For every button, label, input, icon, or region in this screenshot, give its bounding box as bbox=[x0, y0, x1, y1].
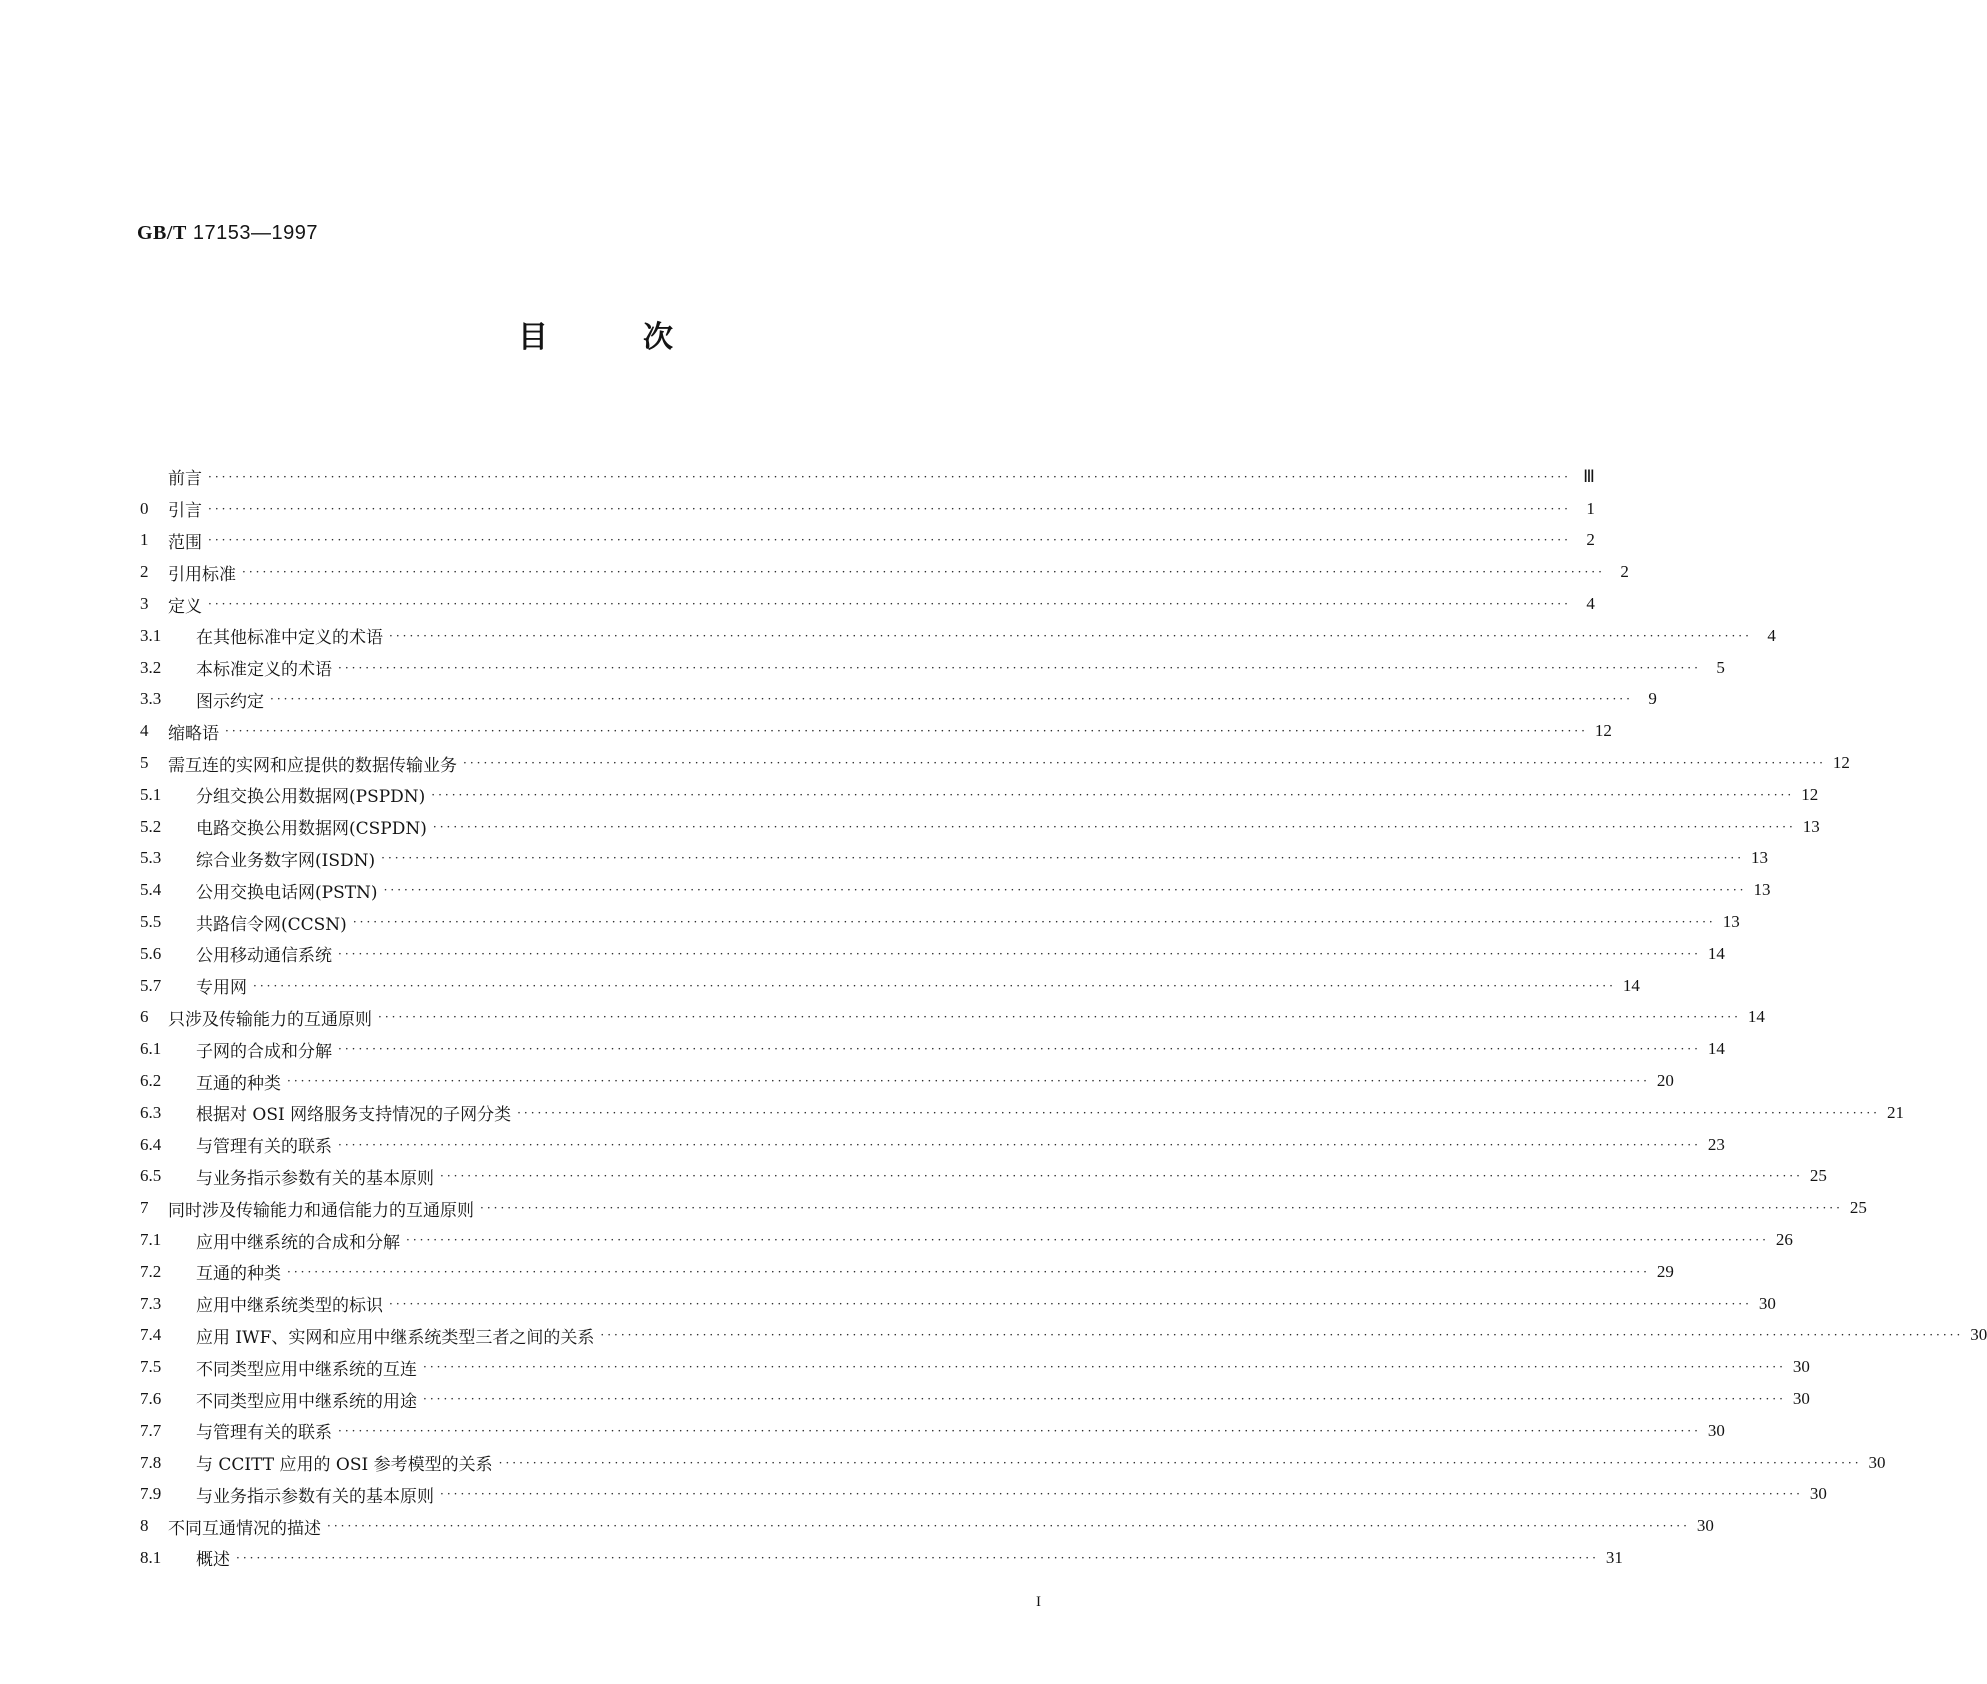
toc-entry-label: 不同类型应用中继系统的互连 bbox=[196, 1359, 417, 1380]
toc-entry-label: 子网的合成和分解 bbox=[196, 1041, 332, 1062]
toc-entry-number: 6.3 bbox=[140, 1102, 162, 1122]
toc-entry[interactable] bbox=[140, 556, 1629, 588]
page-title: 目次 bbox=[518, 320, 768, 355]
toc-entry-number: 1 bbox=[140, 530, 149, 550]
toc-dot-leader: ········································································································································································································ bbox=[253, 978, 1616, 993]
toc-entry[interactable] bbox=[140, 906, 1740, 938]
standard-code-prefix: GB/T bbox=[137, 222, 187, 244]
toc-entry-label: 应用 IWF、实网和应用中继系统类型三者之间的关系 bbox=[196, 1327, 595, 1348]
toc-entry-number: 3.1 bbox=[140, 625, 162, 645]
toc-dot-leader: ········································································································································································································ bbox=[423, 1360, 1786, 1375]
toc-entry-label: 不同互通情况的描述 bbox=[168, 1518, 321, 1539]
toc-entry-page: 30 bbox=[1792, 1389, 1810, 1408]
toc-entry-number: 7.8 bbox=[140, 1452, 162, 1472]
toc-entry-number: 7.6 bbox=[140, 1389, 162, 1408]
toc-dot-leader: ········································································································································································································ bbox=[208, 597, 1571, 612]
toc-entry[interactable] bbox=[140, 652, 1725, 684]
toc-dot-leader: ········································································································································································································ bbox=[463, 756, 1826, 771]
toc-entry-page: 30 bbox=[1758, 1293, 1776, 1313]
toc-dot-leader: ········································································································································································································ bbox=[338, 1423, 1701, 1438]
toc-entry-page: 13 bbox=[1753, 880, 1771, 900]
toc-dot-leader: ········································································································································································································ bbox=[338, 1137, 1701, 1152]
toc-entry-label: 共路信令网(CCSN) bbox=[196, 914, 347, 935]
toc-entry-label: 前言 bbox=[168, 469, 202, 490]
toc-entry-number: 5.5 bbox=[140, 912, 162, 932]
toc-entry[interactable] bbox=[140, 874, 1771, 906]
toc-entry-page: 9 bbox=[1648, 689, 1657, 709]
toc-entry[interactable] bbox=[140, 1383, 1810, 1415]
toc-entry-page: 14 bbox=[1707, 1039, 1725, 1059]
toc-entry[interactable] bbox=[140, 715, 1612, 747]
toc-entry-number: 3.3 bbox=[140, 689, 162, 709]
toc-entry-label: 应用中继系统类型的标识 bbox=[196, 1296, 383, 1317]
toc-entry-number: 8.1 bbox=[140, 1547, 162, 1567]
toc-entry-page: 12 bbox=[1832, 753, 1850, 773]
toc-entry-number: 5.2 bbox=[140, 816, 162, 836]
toc-entry-page: 13 bbox=[1751, 848, 1769, 868]
toc-entry[interactable] bbox=[140, 525, 1595, 557]
toc-entry-number: 2 bbox=[140, 562, 149, 582]
toc-entry-number: 5.1 bbox=[140, 784, 162, 804]
toc-entry-label: 引用标准 bbox=[168, 564, 236, 585]
toc-entry-page: 1 bbox=[1586, 498, 1595, 518]
toc-entry[interactable] bbox=[140, 1097, 1904, 1129]
toc-entry-label: 与业务指示参数有关的基本原则 bbox=[196, 1168, 434, 1189]
toc-dot-leader: ········································································································································································································ bbox=[208, 501, 1571, 516]
toc-dot-leader: ········································································································································································································ bbox=[338, 946, 1701, 961]
toc-dot-leader: ········································································································································································································ bbox=[381, 851, 1745, 866]
toc-entry[interactable] bbox=[140, 1542, 1623, 1574]
toc-dot-leader: ········································································································································································································ bbox=[327, 1519, 1690, 1534]
toc-entry-number: 7.3 bbox=[140, 1293, 162, 1313]
toc-entry[interactable] bbox=[140, 938, 1725, 970]
toc-entry-page: 30 bbox=[1707, 1420, 1725, 1440]
toc-entry-page: 30 bbox=[1792, 1357, 1810, 1377]
toc-entry-label: 需互连的实网和应提供的数据传输业务 bbox=[168, 755, 457, 776]
toc-entry[interactable] bbox=[140, 1479, 1827, 1511]
toc-entry[interactable] bbox=[140, 1320, 1987, 1352]
toc-entry-number: 8 bbox=[140, 1516, 149, 1536]
toc-entry-number: 5.6 bbox=[140, 943, 162, 963]
toc-entry-label: 概述 bbox=[196, 1550, 230, 1571]
toc-entry-page: 30 bbox=[1868, 1452, 1886, 1472]
toc-dot-leader: ········································································································································································································ bbox=[600, 1328, 1964, 1343]
toc-entry[interactable] bbox=[140, 1192, 1867, 1224]
toc-entry[interactable] bbox=[140, 1288, 1776, 1320]
toc-entry-label: 本标准定义的术语 bbox=[196, 660, 332, 681]
toc-entry-page: Ⅲ bbox=[1583, 466, 1595, 486]
toc-entry-page: 2 bbox=[1586, 530, 1595, 550]
toc-entry-number: 3.2 bbox=[140, 657, 162, 677]
toc-dot-leader: ········································································································································································································ bbox=[236, 1550, 1599, 1565]
toc-entry-label: 应用中继系统的合成和分解 bbox=[196, 1232, 400, 1253]
toc-dot-leader: ········································································································································································································ bbox=[270, 692, 1633, 707]
toc-entry-number: 7.5 bbox=[140, 1357, 162, 1377]
toc-entry-page: 30 bbox=[1809, 1484, 1827, 1504]
toc-entry-label: 缩略语 bbox=[168, 723, 219, 744]
toc-entry[interactable] bbox=[140, 1065, 1674, 1097]
toc-entry-label: 同时涉及传输能力和通信能力的互通原则 bbox=[168, 1200, 474, 1221]
standard-code-number: 17153—1997 bbox=[192, 222, 318, 244]
toc-entry-label: 互通的种类 bbox=[196, 1073, 281, 1094]
toc-entry[interactable] bbox=[140, 1129, 1725, 1161]
toc-entry-page: 21 bbox=[1887, 1102, 1904, 1122]
toc-entry-label: 定义 bbox=[168, 596, 202, 617]
toc-entry-label: 综合业务数字网(ISDN) bbox=[196, 850, 376, 871]
toc-entry-label: 与管理有关的联系 bbox=[196, 1423, 332, 1444]
toc-dot-leader: ········································································································································································································ bbox=[338, 660, 1701, 675]
toc-dot-leader: ········································································································································································································ bbox=[432, 819, 1796, 834]
toc-entry-page: 12 bbox=[1801, 784, 1819, 804]
toc-entry[interactable] bbox=[140, 1002, 1765, 1034]
toc-entry[interactable] bbox=[140, 811, 1820, 843]
toc-entry-number: 7.2 bbox=[140, 1261, 162, 1281]
toc-entry[interactable] bbox=[140, 747, 1850, 779]
toc-entry-label: 公用交换电话网(PSTN) bbox=[196, 882, 378, 903]
toc-entry-number: 6.1 bbox=[140, 1039, 162, 1059]
table-of-contents bbox=[140, 461, 1987, 1574]
toc-entry-page: 30 bbox=[1696, 1516, 1714, 1536]
toc-entry[interactable] bbox=[140, 620, 1776, 652]
toc-entry-page: 5 bbox=[1716, 657, 1725, 677]
toc-entry[interactable] bbox=[140, 461, 1595, 493]
toc-entry-page: 4 bbox=[1586, 594, 1595, 614]
toc-entry-number: 6 bbox=[140, 1007, 149, 1027]
toc-entry-number: 5.7 bbox=[140, 975, 162, 995]
toc-entry-label: 公用移动通信系统 bbox=[196, 946, 332, 967]
toc-entry-page: 30 bbox=[1970, 1325, 1987, 1345]
toc-dot-leader: ········································································································································································································ bbox=[225, 724, 1588, 739]
toc-entry-page: 12 bbox=[1594, 721, 1612, 741]
toc-dot-leader: ········································································································································································································ bbox=[287, 1264, 1650, 1279]
toc-entry-page: 29 bbox=[1656, 1261, 1674, 1281]
toc-entry-number: 5.3 bbox=[140, 848, 162, 868]
toc-entry[interactable] bbox=[140, 1033, 1725, 1065]
toc-dot-leader: ········································································································································································································ bbox=[480, 1201, 1843, 1216]
toc-entry[interactable] bbox=[140, 970, 1640, 1002]
toc-entry-label: 只涉及传输能力的互通原则 bbox=[168, 1009, 372, 1030]
toc-entry[interactable] bbox=[140, 1161, 1827, 1193]
toc-entry[interactable] bbox=[140, 1510, 1714, 1542]
toc-dot-leader: ········································································································································································································ bbox=[498, 1455, 1862, 1470]
toc-entry[interactable] bbox=[140, 1351, 1810, 1383]
toc-entry-label: 不同类型应用中继系统的用途 bbox=[196, 1391, 417, 1412]
toc-entry-number: 6.2 bbox=[140, 1071, 162, 1091]
page-number: I bbox=[1036, 1594, 1041, 1610]
toc-entry-page: 13 bbox=[1722, 912, 1740, 932]
toc-dot-leader: ········································································································································································································ bbox=[208, 533, 1571, 548]
toc-entry-label: 专用网 bbox=[196, 978, 247, 999]
toc-entry-page: 25 bbox=[1849, 1198, 1867, 1218]
toc-dot-leader: ········································································································································································································ bbox=[440, 1169, 1803, 1184]
toc-dot-leader: ········································································································································································································ bbox=[287, 1074, 1650, 1089]
toc-entry-number: 4 bbox=[140, 721, 149, 741]
toc-entry[interactable] bbox=[140, 1415, 1725, 1447]
toc-entry-page: 13 bbox=[1802, 816, 1820, 836]
toc-entry-label: 分组交换公用数据网(PSPDN) bbox=[196, 787, 426, 808]
toc-entry-number: 3 bbox=[140, 594, 149, 614]
toc-dot-leader: ········································································································································································································ bbox=[242, 565, 1605, 580]
toc-dot-leader: ········································································································································································································ bbox=[406, 1233, 1769, 1248]
toc-dot-leader: ········································································································································································································ bbox=[423, 1392, 1786, 1406]
toc-entry[interactable] bbox=[140, 779, 1819, 811]
toc-entry-number: 6.4 bbox=[140, 1134, 162, 1154]
toc-entry-label: 引言 bbox=[168, 501, 202, 522]
toc-dot-leader: ········································································································································································································ bbox=[517, 1105, 1880, 1120]
toc-entry-page: 4 bbox=[1767, 625, 1776, 645]
toc-entry-number: 5.4 bbox=[140, 880, 162, 900]
toc-entry-number: 7.7 bbox=[140, 1420, 162, 1440]
toc-dot-leader: ········································································································································································································ bbox=[389, 628, 1752, 643]
toc-entry-page: 14 bbox=[1707, 943, 1725, 963]
toc-dot-leader: ········································································································································································································ bbox=[389, 1296, 1752, 1311]
toc-entry-number: 7 bbox=[140, 1198, 149, 1218]
toc-dot-leader: ········································································································································································································ bbox=[383, 883, 1747, 898]
toc-dot-leader: ········································································································································································································ bbox=[352, 915, 1716, 930]
toc-entry-label: 互通的种类 bbox=[196, 1264, 281, 1285]
toc-entry-label: 在其他标准中定义的术语 bbox=[196, 628, 383, 649]
toc-entry-number: 7.9 bbox=[140, 1484, 162, 1504]
toc-entry-label: 与业务指示参数有关的基本原则 bbox=[196, 1486, 434, 1507]
toc-entry-page: 23 bbox=[1707, 1134, 1725, 1154]
toc-entry-label: 电路交换公用数据网(CSPDN) bbox=[196, 819, 427, 840]
toc-entry-page: 14 bbox=[1622, 975, 1640, 995]
toc-dot-leader: ········································································································································································································ bbox=[338, 1042, 1701, 1057]
toc-entry-page: 31 bbox=[1605, 1547, 1623, 1567]
toc-dot-leader: ········································································································································································································ bbox=[208, 469, 1571, 484]
toc-entry[interactable] bbox=[140, 493, 1595, 525]
toc-dot-leader: ········································································································································································································ bbox=[378, 1010, 1741, 1025]
toc-entry-number: 0 bbox=[140, 498, 149, 518]
toc-entry-number: 7.1 bbox=[140, 1230, 162, 1250]
toc-entry[interactable] bbox=[140, 1256, 1674, 1288]
toc-dot-leader: ········································································································································································································ bbox=[431, 787, 1795, 802]
toc-entry[interactable] bbox=[140, 684, 1657, 716]
toc-entry[interactable] bbox=[140, 843, 1769, 875]
toc-entry-number: 7.4 bbox=[140, 1325, 162, 1345]
toc-entry-label: 图示约定 bbox=[196, 691, 264, 712]
toc-entry[interactable] bbox=[140, 1224, 1793, 1256]
toc-entry-label: 根据对 OSI 网络服务支持情况的子网分类 bbox=[196, 1105, 512, 1126]
toc-entry-page: 14 bbox=[1747, 1007, 1765, 1027]
toc-entry-label: 与管理有关的联系 bbox=[196, 1137, 332, 1158]
toc-entry-page: 25 bbox=[1809, 1166, 1827, 1186]
toc-entry-number: 6.5 bbox=[140, 1166, 162, 1186]
toc-entry-page: 20 bbox=[1656, 1071, 1674, 1091]
toc-entry-page: 2 bbox=[1620, 562, 1629, 582]
toc-dot-leader: ········································································································································································································ bbox=[440, 1487, 1803, 1502]
toc-entry-page: 26 bbox=[1775, 1230, 1793, 1250]
toc-entry[interactable] bbox=[140, 588, 1595, 620]
toc-entry[interactable] bbox=[140, 1447, 1886, 1479]
toc-entry-label: 范围 bbox=[168, 532, 202, 553]
toc-entry-number: 5 bbox=[140, 753, 149, 773]
standard-code bbox=[137, 222, 318, 245]
toc-entry-label: 与 CCITT 应用的 OSI 参考模型的关系 bbox=[196, 1455, 493, 1476]
